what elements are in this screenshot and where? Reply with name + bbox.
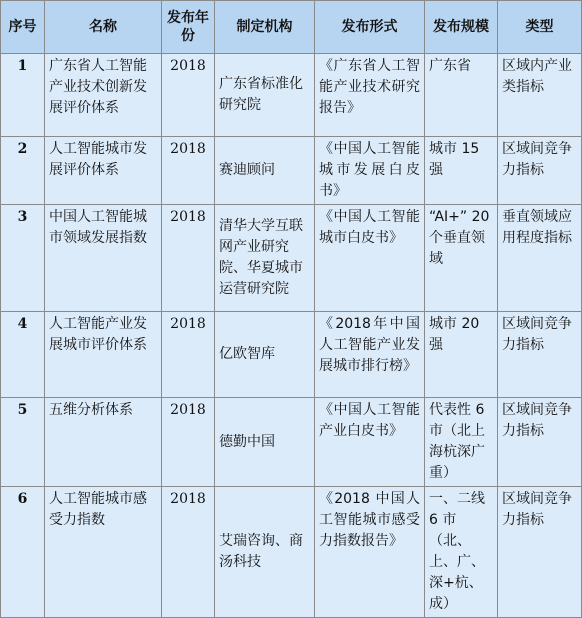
cell-scope: 城市 15 强 (425, 137, 498, 205)
header-scope: 发布规模 (425, 1, 498, 54)
cell-type: 区域内产业类指标 (498, 54, 582, 137)
cell-type: 垂直领域应用程度指标 (498, 205, 582, 312)
cell-index: 6 (1, 487, 45, 618)
table-row (1, 487, 582, 618)
cell-scope: 城市 20 强 (425, 312, 498, 398)
cell-index: 3 (1, 205, 45, 312)
header-index: 序号 (1, 1, 45, 54)
cell-year: 2018 (162, 398, 215, 487)
cell-form: 《中国人工智能城市白皮书》 (315, 205, 425, 312)
cell-year: 2018 (162, 312, 215, 398)
cell-name: 五维分析体系 (45, 398, 162, 487)
cell-scope: “AI+” 20 个垂直领域 (425, 205, 498, 312)
cell-scope: 一、二线 6 市（北、上、广、深+杭、成） (425, 487, 498, 618)
table-row (1, 312, 582, 398)
header-year: 发布年份 (162, 1, 215, 54)
header-name: 名称 (45, 1, 162, 54)
cell-index: 2 (1, 137, 45, 205)
header-row (1, 1, 582, 54)
table-row (1, 137, 582, 205)
cell-org: 清华大学互联网产业研究院、华夏城市运营研究院 (215, 205, 315, 312)
cell-form: 《2018年中国人工智能产业发展城市排行榜》 (315, 312, 425, 398)
cell-year: 2018 (162, 137, 215, 205)
cell-index: 1 (1, 54, 45, 137)
cell-type: 区域间竞争力指标 (498, 487, 582, 618)
cell-name: 人工智能城市发展评价体系 (45, 137, 162, 205)
cell-year: 2018 (162, 54, 215, 137)
cell-year: 2018 (162, 205, 215, 312)
header-org: 制定机构 (215, 1, 315, 54)
cell-org: 德勤中国 (215, 398, 315, 487)
table-row (1, 54, 582, 137)
cell-org: 艾瑞咨询、商汤科技 (215, 487, 315, 618)
cell-org: 亿欧智库 (215, 312, 315, 398)
cell-scope: 广东省 (425, 54, 498, 137)
cell-name: 中国人工智能城市领域发展指数 (45, 205, 162, 312)
cell-type: 区域间竞争力指标 (498, 398, 582, 487)
cell-org: 广东省标准化研究院 (215, 54, 315, 137)
cell-name: 人工智能城市感受力指数 (45, 487, 162, 618)
cell-form: 《中国人工智能产业白皮书》 (315, 398, 425, 487)
cell-year: 2018 (162, 487, 215, 618)
cell-form: 《广东省人工智能产业技术研究报告》 (315, 54, 425, 137)
cell-org: 赛迪顾问 (215, 137, 315, 205)
cell-type: 区域间竞争力指标 (498, 137, 582, 205)
cell-name: 人工智能产业发展城市评价体系 (45, 312, 162, 398)
header-form: 发布形式 (315, 1, 425, 54)
cell-scope: 代表性 6 市（北上海杭深广重） (425, 398, 498, 487)
cell-index: 5 (1, 398, 45, 487)
cell-type: 区域间竞争力指标 (498, 312, 582, 398)
cell-form: 《2018 中国人工智能城市感受力指数报告》 (315, 487, 425, 618)
table-row (1, 398, 582, 487)
cell-name: 广东省人工智能产业技术创新发展评价体系 (45, 54, 162, 137)
header-type: 类型 (498, 1, 582, 54)
table-row (1, 205, 582, 312)
cell-form: 《中国人工智能城市发展白皮书》 (315, 137, 425, 205)
cell-index: 4 (1, 312, 45, 398)
